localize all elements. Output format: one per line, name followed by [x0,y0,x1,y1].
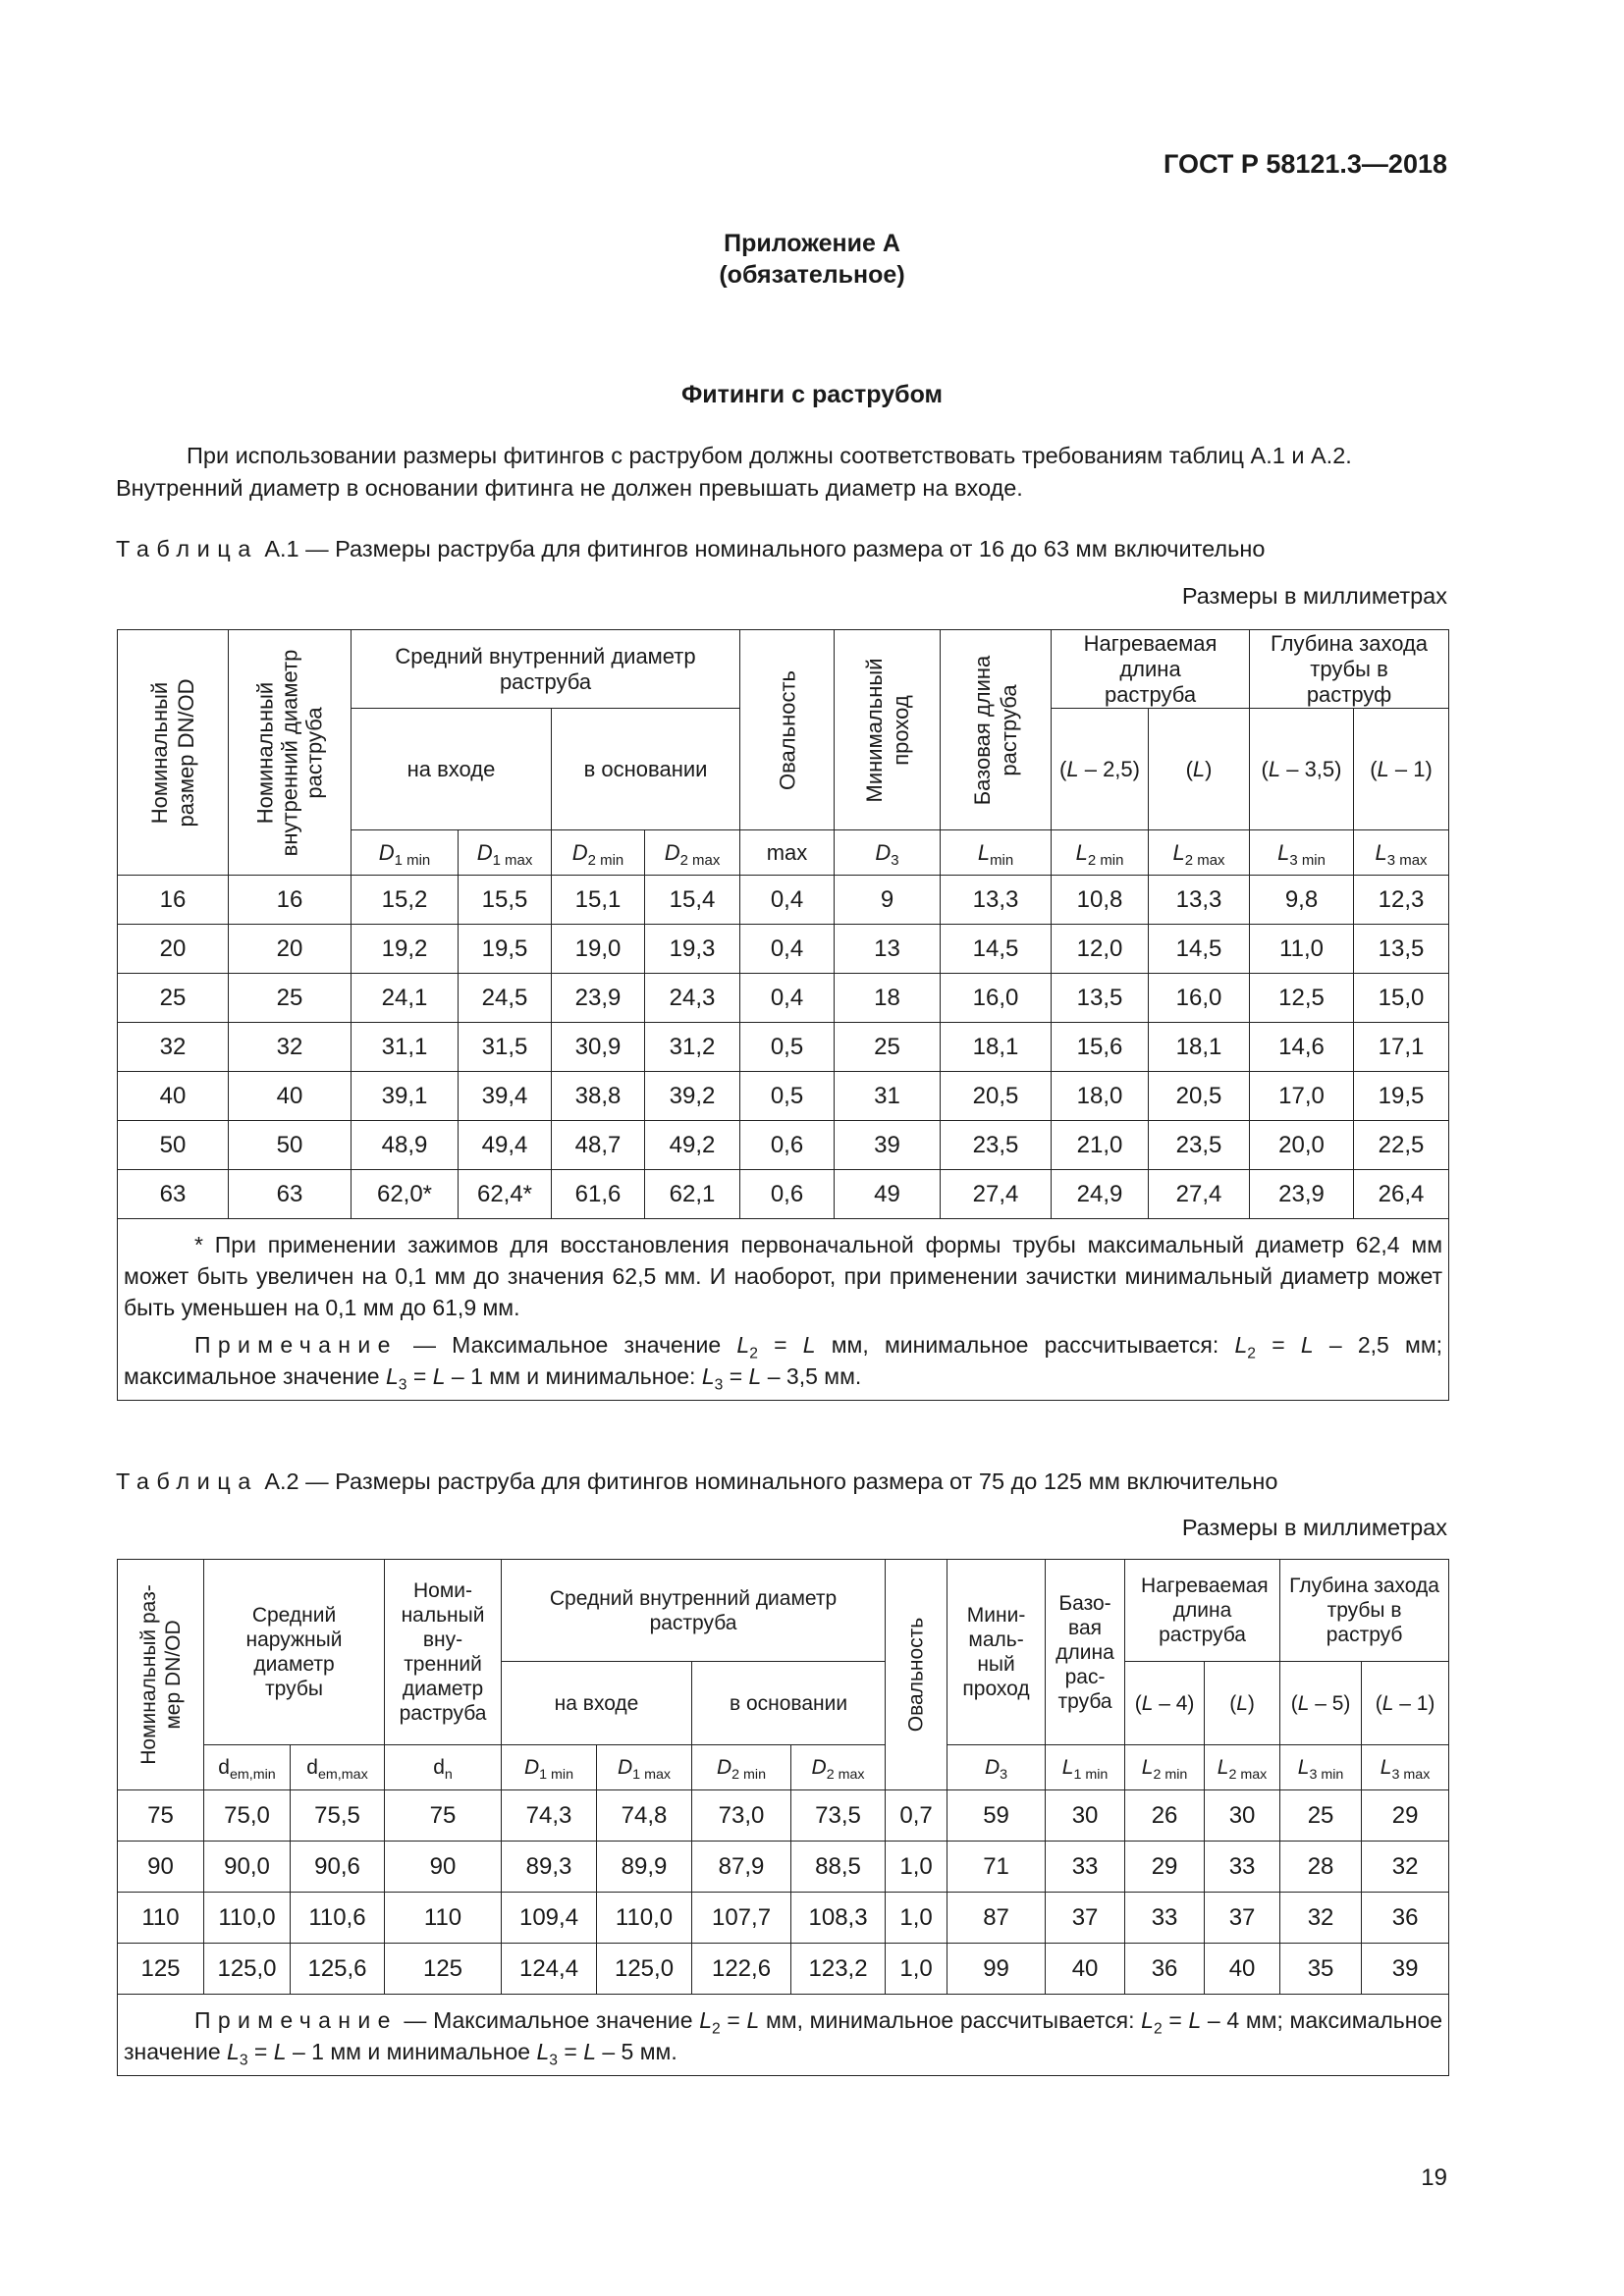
t2-cell: 33 [1205,1842,1280,1893]
t1-cell: 12,5 [1250,974,1354,1023]
t2-body [118,1790,1449,1995]
table1-caption: Таблица А.1 — Размеры раструба для фитингов номинального размера от 16 до 63 мм включительно [116,536,1266,561]
t2-header-nominal-inner: Номи-нальный вну-тренний диаметр раструба [385,1560,502,1745]
t2-header-l-4: (L – 4) [1125,1662,1205,1745]
t2-sym-d2min: $D_{2 min}$ [692,1745,791,1790]
t1-cell: 20,5 [941,1072,1052,1121]
t2-sym-d1max: $D_{1 max}$ [597,1745,692,1790]
t1-cell: 0,4 [740,925,835,974]
t2-header-heated: Нагреваемая длина раструба [1125,1560,1280,1662]
t1-cell: 15,0 [1354,974,1449,1023]
t2-note-label: Примечание [194,2007,398,2033]
t1-cell: 27,4 [941,1170,1052,1219]
t1-cell: 49 [835,1170,941,1219]
t2-header-ovality: Овальность [886,1560,947,1790]
annex-status: (обязательное) [719,261,905,289]
t2-cell: 124,4 [502,1944,597,1995]
t2-cell: 71 [947,1842,1046,1893]
t1-cell: 49,2 [645,1121,740,1170]
t2-cell: 89,3 [502,1842,597,1893]
t2-cell: 40 [1046,1944,1125,1995]
t1-sym-max: max [740,830,835,876]
t2-cell: 75 [118,1790,204,1842]
t2-cell: 29 [1362,1790,1449,1842]
t1-cell: 39,1 [352,1072,459,1121]
t2-cell: 90 [385,1842,502,1893]
t1-cell: 20 [229,925,352,974]
table-row [118,925,1449,974]
t1-cell: 22,5 [1354,1121,1449,1170]
t2-cell: 125 [385,1944,502,1995]
t1-cell: 14,5 [941,925,1052,974]
t2-cell: 90,6 [291,1842,385,1893]
annex-heading [0,228,1624,291]
t2-cell: 108,3 [791,1893,886,1944]
t1-cell: 23,9 [1250,1170,1354,1219]
t2-sym-l2max: $L_{2 max}$ [1205,1745,1280,1790]
t2-cell: 1,0 [886,1944,947,1995]
t2-cell: 90,0 [204,1842,291,1893]
t1-sym-l3max: $L_{3 max}$ [1354,830,1449,876]
t1-cell: 9,8 [1250,876,1354,925]
t1-cell: 48,7 [552,1121,645,1170]
t1-cell: 62,4* [459,1170,552,1219]
table-row [118,1170,1449,1219]
t1-cell: 49,4 [459,1121,552,1170]
t1-cell: 24,1 [352,974,459,1023]
t1-cell: 13 [835,925,941,974]
t2-cell: 122,6 [692,1944,791,1995]
t1-cell: 24,9 [1052,1170,1149,1219]
t2-cell: 110,6 [291,1893,385,1944]
table2-label: Таблица [116,1468,258,1494]
t1-cell: 30,9 [552,1023,645,1072]
t1-cell: 15,1 [552,876,645,925]
t1-sym-d2min: $D_{2 min}$ [552,830,645,876]
t2-notes [118,1995,1449,2076]
t2-sym-l3min: $L_{3 min}$ [1280,1745,1362,1790]
t2-cell: 90 [118,1842,204,1893]
t1-cell: 16 [229,876,352,925]
t1-cell: 63 [118,1170,229,1219]
t2-cell: 39 [1362,1944,1449,1995]
t1-cell: 16,0 [1149,974,1250,1023]
t2-cell: 26 [1125,1790,1205,1842]
t1-cell: 9 [835,876,941,925]
t1-cell: 23,5 [1149,1121,1250,1170]
t2-cell: 88,5 [791,1842,886,1893]
t1-cell: 31,2 [645,1023,740,1072]
t1-cell: 27,4 [1149,1170,1250,1219]
t1-cell: 40 [229,1072,352,1121]
t1-cell: 19,5 [1354,1072,1449,1121]
table-row [118,876,1449,925]
t2-sym-l1min: $L_{1 min}$ [1046,1745,1125,1790]
t2-header-l-1: (L – 1) [1362,1662,1449,1745]
table-a2 [117,1559,1449,2076]
intro-line-1: При использовании размеры фитингов с раструбом должны соответствовать требованиям таблиц А.1 и А.2. [187,443,1352,468]
t1-cell: 10,8 [1052,876,1149,925]
t1-note-label: Примечание [194,1332,398,1358]
t2-cell: 75 [385,1790,502,1842]
t2-cell: 59 [947,1790,1046,1842]
t1-cell: 38,8 [552,1072,645,1121]
t2-cell: 75,5 [291,1790,385,1842]
t2-cell: 0,7 [886,1790,947,1842]
t1-cell: 50 [118,1121,229,1170]
t2-sym-dem-min: $d_{em,min}$ [204,1745,291,1790]
table-row [118,1023,1449,1072]
intro-line-2: Внутренний диаметр в основании фитинга не должен превышать диаметр на входе. [116,475,1023,501]
t1-sym-l3min: $L_{3 min}$ [1250,830,1354,876]
t1-cell: 17,0 [1250,1072,1354,1121]
t1-cell: 39,4 [459,1072,552,1121]
t1-header-at-base: в основании [552,709,740,830]
t2-cell: 1,0 [886,1842,947,1893]
t2-sym-d2max: $D_{2 max}$ [791,1745,886,1790]
t2-sym-dem-max: $d_{em,max}$ [291,1745,385,1790]
table-row [118,1944,1449,1995]
t1-cell: 48,9 [352,1121,459,1170]
t1-body [118,876,1449,1219]
t1-cell: 31,5 [459,1023,552,1072]
t1-cell: 0,5 [740,1072,835,1121]
t2-note [124,2004,1442,2067]
t2-cell: 30 [1046,1790,1125,1842]
intro-paragraph [116,440,1447,505]
table1-units: Размеры в миллиметрах [1181,583,1447,609]
t1-cell: 31,1 [352,1023,459,1072]
t2-header-outer: Средний наружный диаметр трубы [204,1560,385,1745]
annex-title: Приложение А [724,230,900,257]
t1-cell: 16,0 [941,974,1052,1023]
t2-cell: 110 [118,1893,204,1944]
t1-sym-d3: $D_3$ [835,830,941,876]
t1-cell: 13,5 [1354,925,1449,974]
t2-sym-l3max: $L_{3 max}$ [1362,1745,1449,1790]
t1-cell: 0,6 [740,1170,835,1219]
t1-header-dn: Номинальный размер DN/OD [118,630,229,876]
t2-sym-d3: $D_3$ [947,1745,1046,1790]
t2-note-body: — Максимальное значение $L_2 = L$ мм, минимальное рассчитывается: $L_2 = L - 4$ мм; максимальное значение $L_3 = L - 1$ мм и минимальное $L_3 = L - 5$ мм. [124,2007,1443,2069]
t2-cell: 73,5 [791,1790,886,1842]
t2-cell: 32 [1362,1842,1449,1893]
t1-cell: 16 [118,876,229,925]
t1-cell: 50 [229,1121,352,1170]
t1-note-body: — Максимальное значение $L_2 = L$ мм, минимальное рассчитывается: $L_2 = L - 2,5$ мм; максимальное значение $L_3 = L - 1$ мм и минимальное: $L_3 = L - 3,5$ мм. [124,1332,1443,1394]
t2-cell: 110,0 [204,1893,291,1944]
t2-cell: 1,0 [886,1893,947,1944]
t1-header-at-entry: на входе [352,709,552,830]
t2-cell: 74,8 [597,1790,692,1842]
t1-sym-l2max: $L_{2 max}$ [1149,830,1250,876]
t1-header-depth: Глубина захода трубы в раструф [1250,630,1449,709]
t1-cell: 14,5 [1149,925,1250,974]
t2-cell: 99 [947,1944,1046,1995]
t1-cell: 39 [835,1121,941,1170]
t1-cell: 25 [118,974,229,1023]
t2-cell: 35 [1280,1944,1362,1995]
t1-sym-lmin: $L_{min}$ [941,830,1052,876]
t1-cell: 24,3 [645,974,740,1023]
t1-cell: 23,5 [941,1121,1052,1170]
page-number: 19 [1421,2164,1447,2191]
t1-cell: 20,0 [1250,1121,1354,1170]
t1-cell: 13,5 [1052,974,1149,1023]
t1-cell: 0,4 [740,876,835,925]
t2-sym-dn: $d_n$ [385,1745,502,1790]
t1-cell: 0,6 [740,1121,835,1170]
t1-cell: 62,0* [352,1170,459,1219]
table2-caption: Таблица А.2 — Размеры раструба для фитингов номинального размера от 75 до 125 мм включительно [116,1468,1278,1494]
t2-cell: 33 [1125,1893,1205,1944]
t2-cell: 89,9 [597,1842,692,1893]
t1-footnote: * При применении зажимов для восстановления первоначальной формы трубы максимальный диаметр 62,4 мм может быть увеличен на 0,1 мм до значения 62,5 мм. И наоборот, при применении зачистки минимальный диаметр может быть уменьшен на 0,1 мм до 61,9 мм. [124,1232,1443,1320]
t1-cell: 32 [229,1023,352,1072]
t1-header-l: (L) [1149,709,1250,830]
t2-cell: 28 [1280,1842,1362,1893]
table-row [118,1072,1449,1121]
t1-header-ovality: Овальность [740,630,835,830]
table-row [118,1893,1449,1944]
t1-cell: 14,6 [1250,1023,1354,1072]
t1-header-heated: Нагреваемая длина раструба [1052,630,1250,709]
t2-cell: 37 [1046,1893,1125,1944]
t2-header-mean-inner: Средний внутренний диаметр раструба [502,1560,886,1662]
t1-cell: 15,5 [459,876,552,925]
t1-sym-d1max: $D_{1 max}$ [459,830,552,876]
t1-notes [118,1219,1449,1401]
t2-header-base-length: Базо-вая длина рас-труба [1046,1560,1125,1745]
t1-header-min-bore: Минимальный проход [835,630,941,830]
t1-cell: 15,2 [352,876,459,925]
t1-cell: 12,3 [1354,876,1449,925]
t1-cell: 40 [118,1072,229,1121]
t1-sym-d1min: $D_{1 min}$ [352,830,459,876]
t2-cell: 36 [1362,1893,1449,1944]
t2-cell: 110 [385,1893,502,1944]
t1-cell: 0,5 [740,1023,835,1072]
table-row [118,1790,1449,1842]
t1-cell: 31 [835,1072,941,1121]
t1-cell: 17,1 [1354,1023,1449,1072]
t1-sym-d2max: $D_{2 max}$ [645,830,740,876]
t1-cell: 39,2 [645,1072,740,1121]
t2-header-at-entry: на входе [502,1662,692,1745]
t1-cell: 18 [835,974,941,1023]
t2-sym-l2min: $L_{2 min}$ [1125,1745,1205,1790]
t1-cell: 12,0 [1052,925,1149,974]
table-row [118,1842,1449,1893]
t2-cell: 125,0 [597,1944,692,1995]
t2-cell: 109,4 [502,1893,597,1944]
t1-cell: 23,9 [552,974,645,1023]
t1-header-l-3-5: (L – 3,5) [1250,709,1354,830]
t1-cell: 20 [118,925,229,974]
t1-cell: 20,5 [1149,1072,1250,1121]
t2-cell: 25 [1280,1790,1362,1842]
t2-cell: 87 [947,1893,1046,1944]
t1-sym-l2min: $L_{2 min}$ [1052,830,1149,876]
t1-header-inner: Номинальный внутренний диаметр раструба [229,630,352,876]
t2-cell: 29 [1125,1842,1205,1893]
table1-label: Таблица [116,536,258,561]
t1-cell: 19,3 [645,925,740,974]
t1-cell: 11,0 [1250,925,1354,974]
t2-cell: 32 [1280,1893,1362,1944]
t1-cell: 25 [835,1023,941,1072]
t2-cell: 36 [1125,1944,1205,1995]
t1-cell: 32 [118,1023,229,1072]
t2-header-dn: Номинальный раз- мер DN/OD [118,1560,204,1790]
t1-header-mean-inner: Средний внутренний диаметр раструба [352,630,740,709]
t1-cell: 19,5 [459,925,552,974]
t2-cell: 125,6 [291,1944,385,1995]
table-a1 [117,629,1449,1401]
t1-cell: 25 [229,974,352,1023]
t1-header-l-1: (L – 1) [1354,709,1449,830]
t2-cell: 33 [1046,1842,1125,1893]
t1-cell: 19,0 [552,925,645,974]
t1-cell: 18,0 [1052,1072,1149,1121]
t2-cell: 37 [1205,1893,1280,1944]
t1-cell: 26,4 [1354,1170,1449,1219]
t2-cell: 74,3 [502,1790,597,1842]
t1-cell: 13,3 [1149,876,1250,925]
t2-cell: 30 [1205,1790,1280,1842]
table2-units: Размеры в миллиметрах [1181,1515,1447,1540]
table-row [118,1121,1449,1170]
t2-cell: 107,7 [692,1893,791,1944]
t1-cell: 24,5 [459,974,552,1023]
t1-cell: 0,4 [740,974,835,1023]
t2-cell: 73,0 [692,1790,791,1842]
t1-cell: 19,2 [352,925,459,974]
t1-cell: 21,0 [1052,1121,1149,1170]
t1-cell: 15,6 [1052,1023,1149,1072]
t2-cell: 123,2 [791,1944,886,1995]
t2-header-depth: Глубина захода трубы в раструб [1280,1560,1449,1662]
t2-header-at-base: в основании [692,1662,886,1745]
t1-header-base-length: Базовая длина раструба [941,630,1052,830]
t1-cell: 13,3 [941,876,1052,925]
t2-sym-d1min: $D_{1 min}$ [502,1745,597,1790]
document-standard-number: ГОСТ Р 58121.3—2018 [1164,149,1447,179]
t2-cell: 125,0 [204,1944,291,1995]
t2-header-l-5: (L – 5) [1280,1662,1362,1745]
t1-cell: 15,4 [645,876,740,925]
t2-cell: 75,0 [204,1790,291,1842]
section-title: Фитинги с раструбом [680,381,944,408]
table-row [118,974,1449,1023]
t1-cell: 61,6 [552,1170,645,1219]
t2-cell: 125 [118,1944,204,1995]
t1-cell: 62,1 [645,1170,740,1219]
t2-header-min-bore: Мини-маль-ный проход [947,1560,1046,1745]
t2-cell: 110,0 [597,1893,692,1944]
t2-cell: 40 [1205,1944,1280,1995]
t1-cell: 63 [229,1170,352,1219]
t1-header-l-2-5: (L – 2,5) [1052,709,1149,830]
t2-header-l: (L) [1205,1662,1280,1745]
t2-cell: 87,9 [692,1842,791,1893]
t1-cell: 18,1 [1149,1023,1250,1072]
t1-cell: 18,1 [941,1023,1052,1072]
t1-note [124,1329,1442,1392]
